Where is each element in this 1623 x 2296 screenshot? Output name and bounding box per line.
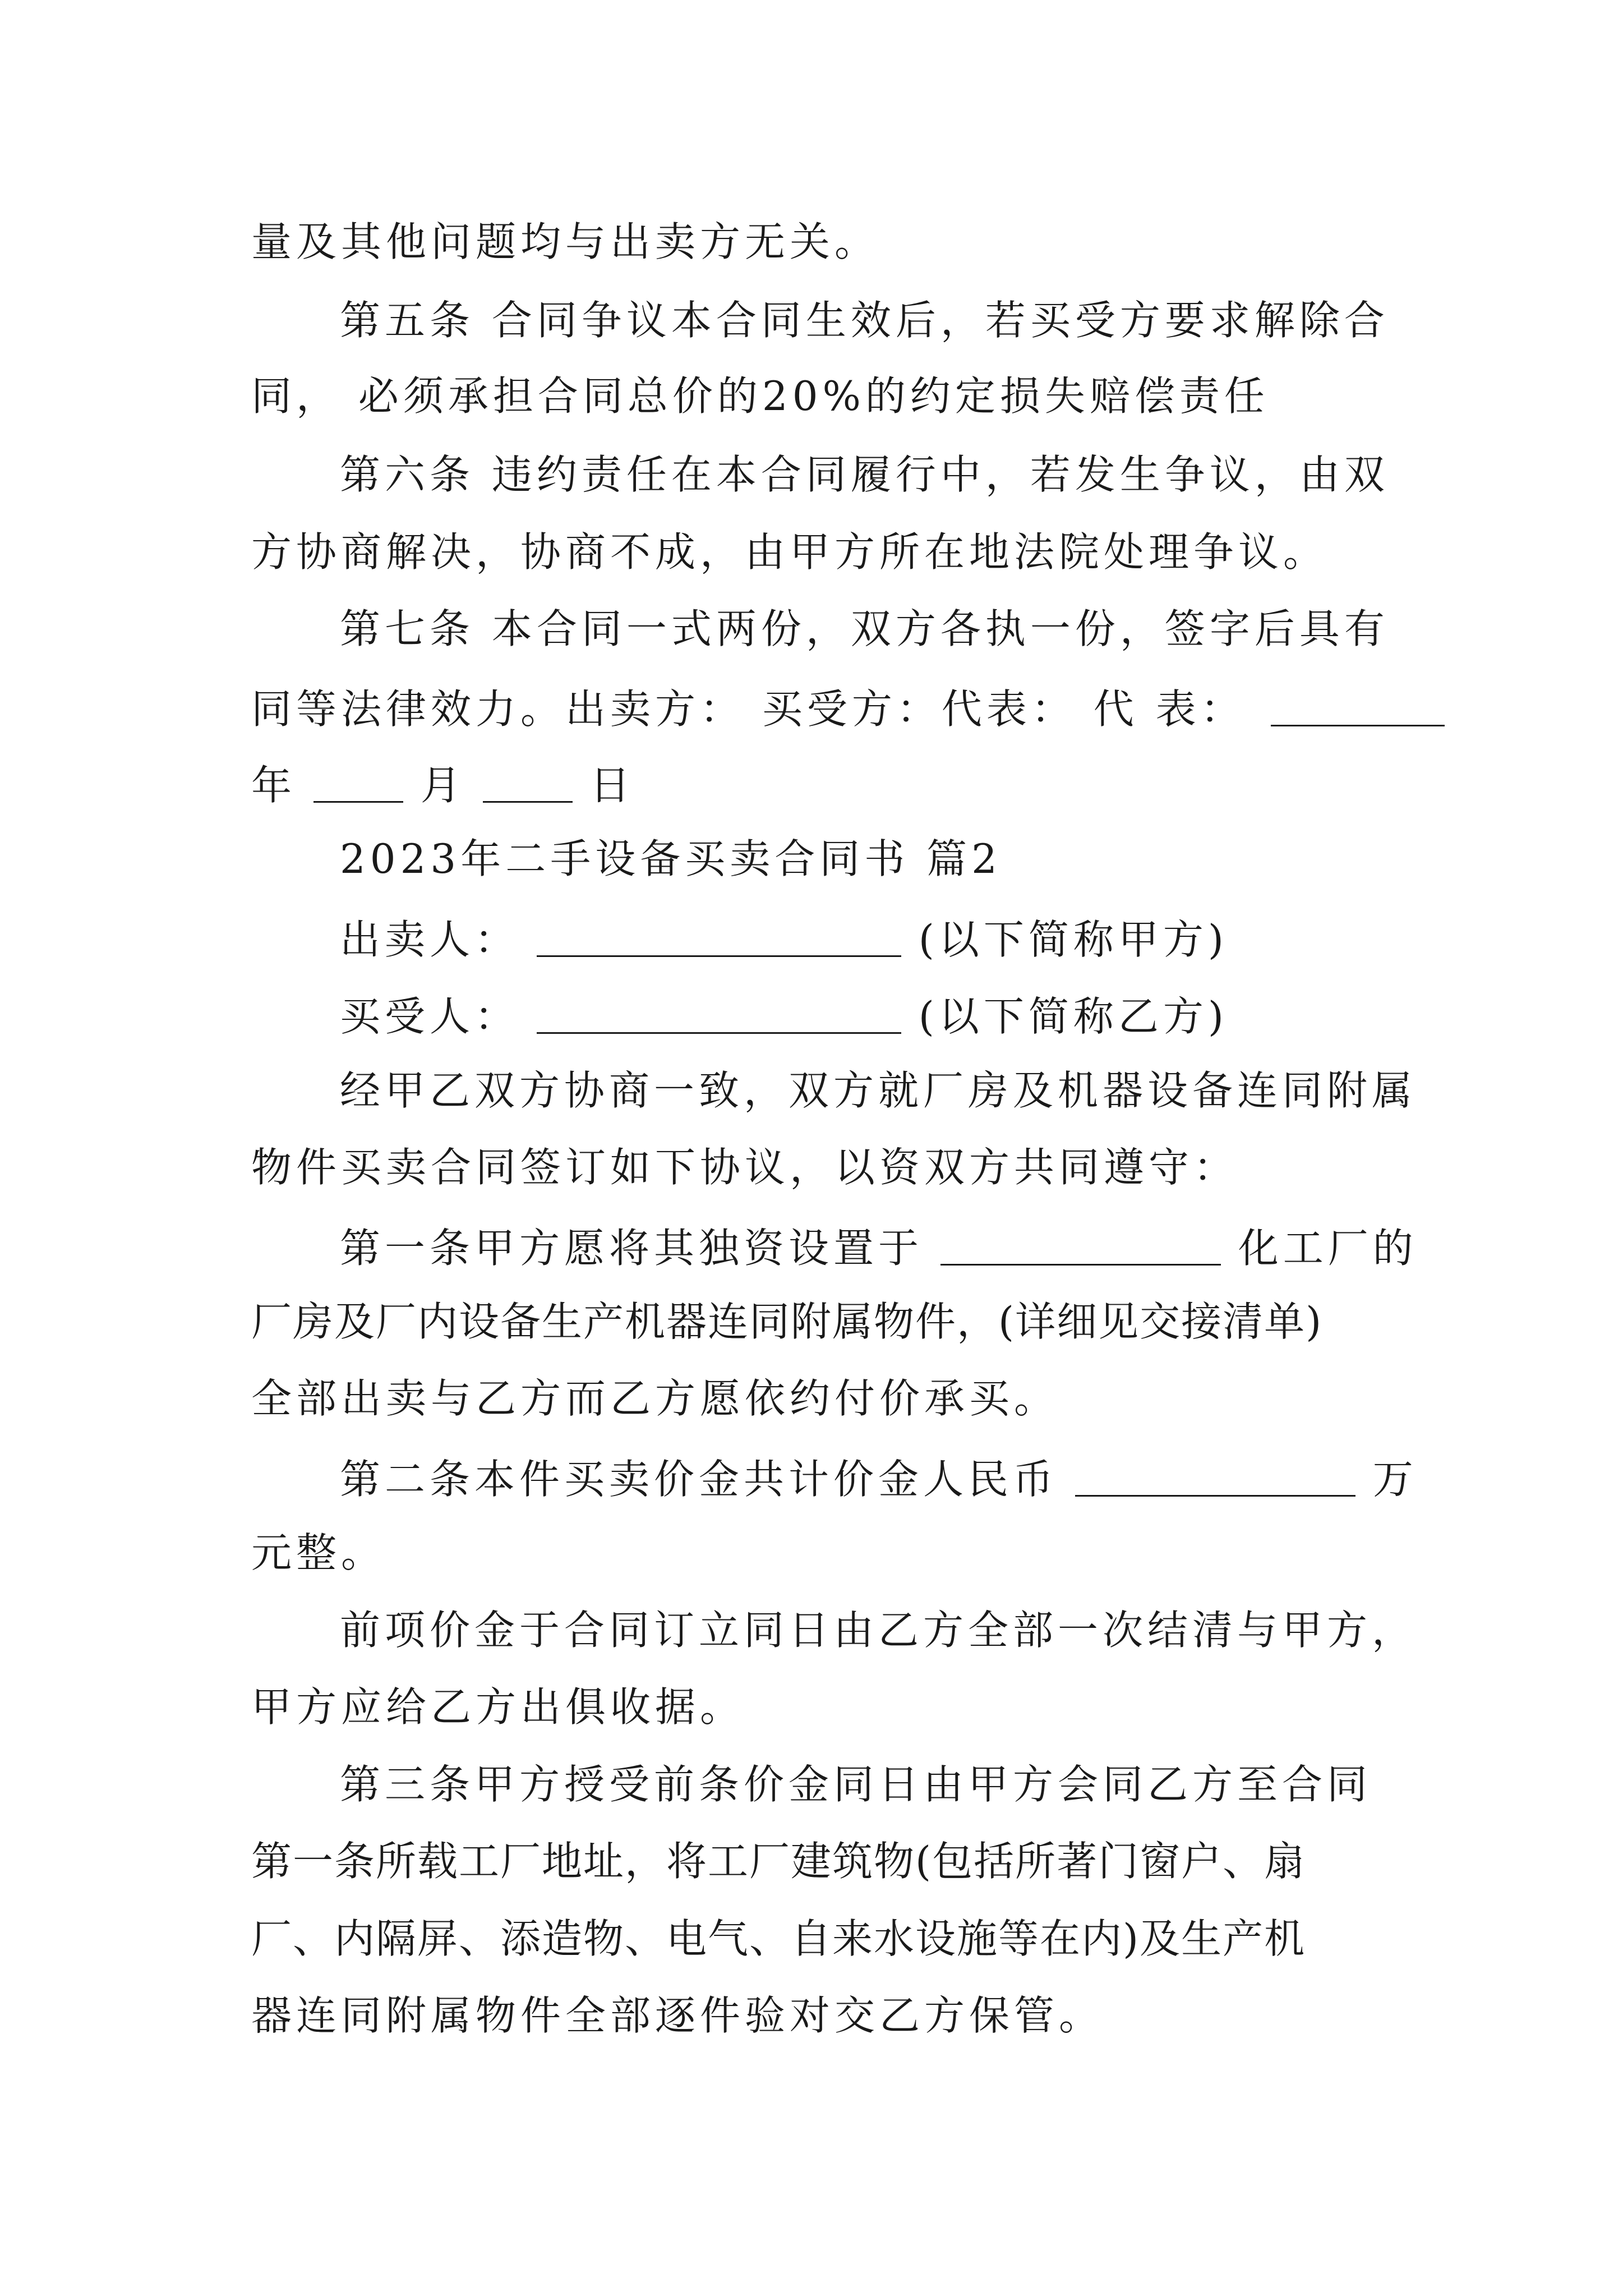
text-line xyxy=(251,528,1329,576)
text-line xyxy=(251,372,1269,420)
buyer-line xyxy=(340,993,1228,1040)
text-line xyxy=(251,1838,1306,1885)
buyer-blank xyxy=(537,993,901,1034)
text-line xyxy=(340,605,1389,652)
text-segment: 方协商解决，协商不成，由甲方所在地法院处理争议。 xyxy=(251,528,1329,576)
date-day-label: 日 xyxy=(589,762,635,809)
text-segment: 第三条甲方授受前条价金同日由甲方会同乙方至合同 xyxy=(340,1761,1372,1808)
factory-blank xyxy=(940,1225,1221,1266)
section-title xyxy=(340,835,1002,882)
text-segment: 第一条甲方愿将其独资设置于 xyxy=(340,1225,924,1272)
text-segment: 量及其他问题均与出卖方无关。 xyxy=(251,218,880,265)
text-line xyxy=(251,1683,745,1731)
text-segment: 同等法律效力。出卖方： 买受方：代表： 代 表： xyxy=(251,685,1246,733)
buyer-note: (以下简称乙方) xyxy=(918,993,1228,1040)
buyer-label: 买受人： xyxy=(340,993,520,1040)
text-line xyxy=(251,1992,1104,2039)
text-line xyxy=(251,1915,1306,1962)
text-line xyxy=(251,1144,1239,1191)
text-segment: 第六条 违约责任在本合同履行中，若发生争议，由双 xyxy=(340,451,1389,498)
text-line xyxy=(251,685,1445,733)
text-line xyxy=(340,297,1389,344)
text-segment: 厂房及厂内设备生产机器连同附属物件，(详细见交接清单) xyxy=(251,1298,1323,1345)
text-line xyxy=(340,1607,1417,1654)
text-line xyxy=(340,1067,1417,1114)
text-segment: 同， 必须承担合同总价的20%的约定损失赔偿责任 xyxy=(251,372,1269,420)
text-segment: 全部出卖与乙方而乙方愿依约付价承买。 xyxy=(251,1375,1059,1422)
day-blank xyxy=(483,762,573,803)
text-line xyxy=(340,451,1389,498)
text-segment: 元整。 xyxy=(251,1529,386,1576)
text-segment: 厂、内隔屏、添造物、电气、自来水设施等在内)及生产机 xyxy=(251,1915,1306,1962)
text-line xyxy=(340,1456,1418,1503)
text-segment: 第七条 本合同一式两份，双方各执一份，签字后具有 xyxy=(340,605,1389,652)
text-segment: 万 xyxy=(1372,1456,1418,1503)
text-segment: 甲方应给乙方出俱收据。 xyxy=(251,1683,745,1731)
price-blank xyxy=(1075,1456,1355,1497)
seller-blank xyxy=(537,916,901,957)
text-line xyxy=(251,1298,1323,1345)
text-segment: 经甲乙双方协商一致，双方就厂房及机器设备连同附属 xyxy=(340,1067,1417,1114)
date-month-label: 月 xyxy=(420,762,465,809)
month-blank xyxy=(313,762,403,803)
text-segment: 化工厂的 xyxy=(1238,1225,1418,1272)
text-line xyxy=(251,1375,1059,1422)
text-line xyxy=(251,218,880,265)
date-line xyxy=(251,762,635,809)
date-year-label: 年 xyxy=(251,762,297,809)
signature-blank xyxy=(1271,685,1445,726)
text-line xyxy=(340,1761,1372,1808)
text-segment: 物件买卖合同签订如下协议，以资双方共同遵守： xyxy=(251,1144,1239,1191)
seller-label: 出卖人： xyxy=(340,916,520,963)
text-line xyxy=(251,1529,386,1576)
text-segment: 第五条 合同争议本合同生效后，若买受方要求解除合 xyxy=(340,297,1389,344)
seller-note: (以下简称甲方) xyxy=(918,916,1228,963)
text-segment: 前项价金于合同订立同日由乙方全部一次结清与甲方， xyxy=(340,1607,1417,1654)
text-segment: 2023年二手设备买卖合同书 篇2 xyxy=(340,835,1002,882)
text-segment: 器连同附属物件全部逐件验对交乙方保管。 xyxy=(251,1992,1104,2039)
text-line xyxy=(340,1225,1418,1272)
text-segment: 第一条所载工厂地址，将工厂建筑物(包括所著门窗户、扇 xyxy=(251,1838,1306,1885)
seller-line xyxy=(340,916,1228,963)
text-segment: 第二条本件买卖价金共计价金人民币 xyxy=(340,1456,1058,1503)
